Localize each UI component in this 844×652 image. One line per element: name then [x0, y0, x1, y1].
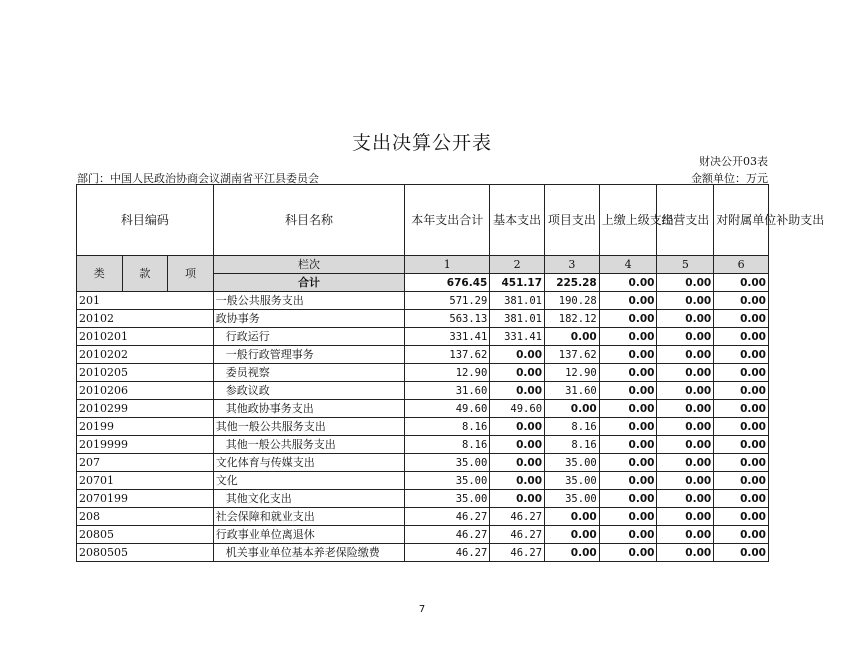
- amount-cell-col-2: 331.41: [490, 328, 545, 346]
- subject-code-cell: 2010202: [77, 346, 214, 364]
- amount-cell-col-6: 0.00: [714, 418, 769, 436]
- total-value-4: 0.00: [599, 274, 657, 292]
- page-number: 7: [418, 604, 426, 615]
- amount-cell-col-5: 0.00: [657, 382, 714, 400]
- amount-cell-col-3: 0.00: [545, 526, 600, 544]
- amount-cell-col-1: 331.41: [405, 328, 490, 346]
- header-row: [77, 185, 769, 256]
- header-xiang: 项: [168, 256, 214, 292]
- header-subject-name: 科目名称: [213, 185, 404, 256]
- header-col-4: 上缴上级支出: [599, 185, 657, 256]
- amount-cell-col-6: 0.00: [714, 436, 769, 454]
- subject-code-cell: 20199: [77, 418, 214, 436]
- subject-name-cell: 其他一般公共服务支出: [213, 418, 404, 436]
- subject-name-cell: 其他一般公共服务支出: [213, 436, 404, 454]
- amount-cell-col-6: 0.00: [714, 526, 769, 544]
- amount-cell-col-6: 0.00: [714, 544, 769, 562]
- amount-cell-col-3: 0.00: [545, 328, 600, 346]
- amount-cell-col-4: 0.00: [599, 526, 657, 544]
- subject-code-cell: 2070199: [77, 490, 214, 508]
- amount-cell-col-3: 8.16: [545, 418, 600, 436]
- subject-name-cell: 其他文化支出: [213, 490, 404, 508]
- amount-cell-col-4: 0.00: [599, 328, 657, 346]
- total-value-6: 0.00: [714, 274, 769, 292]
- amount-cell-col-4: 0.00: [599, 490, 657, 508]
- amount-cell-col-2: 49.60: [490, 400, 545, 418]
- amount-cell-col-1: 8.16: [405, 436, 490, 454]
- total-value-3: 225.28: [545, 274, 600, 292]
- amount-cell-col-2: 0.00: [490, 418, 545, 436]
- amount-cell-col-1: 35.00: [405, 472, 490, 490]
- amount-unit-label: 金额单位：万元: [691, 172, 768, 185]
- amount-cell-col-2: 0.00: [490, 454, 545, 472]
- amount-cell-col-2: 381.01: [490, 292, 545, 310]
- amount-cell-col-2: 0.00: [490, 436, 545, 454]
- amount-cell-col-4: 0.00: [599, 346, 657, 364]
- table-row: [77, 400, 769, 418]
- amount-cell-col-6: 0.00: [714, 328, 769, 346]
- subject-name-cell: 其他政协事务支出: [213, 400, 404, 418]
- amount-cell-col-2: 46.27: [490, 544, 545, 562]
- subject-name-cell: 一般公共服务支出: [213, 292, 404, 310]
- amount-cell-col-2: 0.00: [490, 346, 545, 364]
- col-number-2: 2: [490, 256, 545, 274]
- col-number-4: 4: [599, 256, 657, 274]
- amount-cell-col-1: 137.62: [405, 346, 490, 364]
- amount-cell-col-5: 0.00: [657, 436, 714, 454]
- subject-code-cell: 201: [77, 292, 214, 310]
- header-lanci: 栏次: [213, 256, 404, 274]
- amount-cell-col-1: 31.60: [405, 382, 490, 400]
- amount-cell-col-4: 0.00: [599, 382, 657, 400]
- amount-cell-col-4: 0.00: [599, 436, 657, 454]
- table-row: [77, 310, 769, 328]
- subject-name-cell: 社会保障和就业支出: [213, 508, 404, 526]
- amount-cell-col-3: 35.00: [545, 490, 600, 508]
- amount-cell-col-1: 46.27: [405, 544, 490, 562]
- total-label: 合计: [213, 274, 404, 292]
- total-value-1: 676.45: [405, 274, 490, 292]
- form-number: 财决公开03表: [699, 155, 768, 168]
- amount-cell-col-1: 35.00: [405, 454, 490, 472]
- amount-cell-col-1: 12.90: [405, 364, 490, 382]
- amount-cell-col-3: 8.16: [545, 436, 600, 454]
- column-number-row: [77, 256, 769, 274]
- page-title: 支出决算公开表: [351, 132, 492, 154]
- table-row: [77, 454, 769, 472]
- amount-cell-col-3: 182.12: [545, 310, 600, 328]
- amount-cell-col-1: 8.16: [405, 418, 490, 436]
- amount-cell-col-5: 0.00: [657, 346, 714, 364]
- total-value-2: 451.17: [490, 274, 545, 292]
- header-col-1: 本年支出合计: [405, 185, 490, 256]
- table-row: [77, 508, 769, 526]
- amount-cell-col-6: 0.00: [714, 454, 769, 472]
- table-row: [77, 382, 769, 400]
- amount-cell-col-5: 0.00: [657, 472, 714, 490]
- subject-name-cell: 参政议政: [213, 382, 404, 400]
- subject-name-cell: 行政运行: [213, 328, 404, 346]
- amount-cell-col-1: 46.27: [405, 508, 490, 526]
- amount-cell-col-6: 0.00: [714, 400, 769, 418]
- amount-cell-col-4: 0.00: [599, 544, 657, 562]
- header-lei: 类: [77, 256, 123, 292]
- subject-name-cell: 委员视察: [213, 364, 404, 382]
- header-col-2: 基本支出: [490, 185, 545, 256]
- subject-code-cell: 20102: [77, 310, 214, 328]
- header-subject-code: 科目编码: [77, 185, 214, 256]
- table-row: [77, 418, 769, 436]
- subject-name-cell: 一般行政管理事务: [213, 346, 404, 364]
- amount-cell-col-3: 31.60: [545, 382, 600, 400]
- col-number-3: 3: [545, 256, 600, 274]
- table-row: [77, 292, 769, 310]
- amount-cell-col-2: 0.00: [490, 490, 545, 508]
- amount-cell-col-4: 0.00: [599, 508, 657, 526]
- amount-cell-col-3: 35.00: [545, 454, 600, 472]
- table-row: [77, 472, 769, 490]
- amount-cell-col-4: 0.00: [599, 472, 657, 490]
- amount-cell-col-5: 0.00: [657, 310, 714, 328]
- header-col-3: 项目支出: [545, 185, 600, 256]
- subject-code-cell: 20805: [77, 526, 214, 544]
- amount-cell-col-5: 0.00: [657, 526, 714, 544]
- subject-name-cell: 政协事务: [213, 310, 404, 328]
- amount-cell-col-1: 46.27: [405, 526, 490, 544]
- amount-cell-col-1: 563.13: [405, 310, 490, 328]
- amount-cell-col-5: 0.00: [657, 490, 714, 508]
- table-row: [77, 328, 769, 346]
- amount-cell-col-6: 0.00: [714, 508, 769, 526]
- amount-cell-col-6: 0.00: [714, 310, 769, 328]
- subject-code-cell: 2010205: [77, 364, 214, 382]
- amount-cell-col-3: 0.00: [545, 544, 600, 562]
- table-row: [77, 490, 769, 508]
- amount-cell-col-5: 0.00: [657, 418, 714, 436]
- amount-cell-col-6: 0.00: [714, 292, 769, 310]
- amount-cell-col-2: 381.01: [490, 310, 545, 328]
- header-kuan: 款: [122, 256, 168, 292]
- department-label: 部门：中国人民政治协商会议湖南省平江县委员会: [77, 172, 319, 185]
- subject-name-cell: 文化: [213, 472, 404, 490]
- amount-cell-col-1: 571.29: [405, 292, 490, 310]
- amount-cell-col-3: 137.62: [545, 346, 600, 364]
- amount-cell-col-4: 0.00: [599, 292, 657, 310]
- col-number-1: 1: [405, 256, 490, 274]
- amount-cell-col-3: 0.00: [545, 400, 600, 418]
- amount-cell-col-5: 0.00: [657, 544, 714, 562]
- subject-name-cell: 文化体育与传媒支出: [213, 454, 404, 472]
- table-row: [77, 346, 769, 364]
- amount-cell-col-2: 46.27: [490, 508, 545, 526]
- header-col-6: 对附属单位补助支出: [714, 185, 769, 256]
- amount-cell-col-5: 0.00: [657, 292, 714, 310]
- table-row: [77, 436, 769, 454]
- amount-cell-col-4: 0.00: [599, 418, 657, 436]
- subject-code-cell: 2010201: [77, 328, 214, 346]
- table-row: [77, 544, 769, 562]
- subject-code-cell: 208: [77, 508, 214, 526]
- table-row: [77, 526, 769, 544]
- amount-cell-col-6: 0.00: [714, 364, 769, 382]
- amount-cell-col-6: 0.00: [714, 346, 769, 364]
- amount-cell-col-6: 0.00: [714, 490, 769, 508]
- amount-cell-col-3: 190.28: [545, 292, 600, 310]
- amount-cell-col-2: 0.00: [490, 472, 545, 490]
- table-row: [77, 364, 769, 382]
- expenditure-table: [76, 184, 825, 562]
- amount-cell-col-1: 35.00: [405, 490, 490, 508]
- amount-cell-col-6: 0.00: [714, 382, 769, 400]
- amount-cell-col-5: 0.00: [657, 364, 714, 382]
- amount-cell-col-3: 0.00: [545, 508, 600, 526]
- header-col-5: 经营支出: [657, 185, 714, 256]
- amount-cell-col-2: 0.00: [490, 364, 545, 382]
- subject-name-cell: 行政事业单位离退休: [213, 526, 404, 544]
- amount-cell-col-4: 0.00: [599, 364, 657, 382]
- amount-cell-col-5: 0.00: [657, 400, 714, 418]
- subject-code-cell: 2019999: [77, 436, 214, 454]
- subject-code-cell: 20701: [77, 472, 214, 490]
- amount-cell-col-2: 0.00: [490, 382, 545, 400]
- subject-code-cell: 2010206: [77, 382, 214, 400]
- amount-cell-col-5: 0.00: [657, 328, 714, 346]
- total-value-5: 0.00: [657, 274, 714, 292]
- subject-code-cell: 2080505: [77, 544, 214, 562]
- subject-name-cell: 机关事业单位基本养老保险缴费: [213, 544, 404, 562]
- amount-cell-col-1: 49.60: [405, 400, 490, 418]
- amount-cell-col-4: 0.00: [599, 400, 657, 418]
- amount-cell-col-5: 0.00: [657, 454, 714, 472]
- col-number-6: 6: [714, 256, 769, 274]
- subject-code-cell: 207: [77, 454, 214, 472]
- col-number-5: 5: [657, 256, 714, 274]
- amount-cell-col-3: 35.00: [545, 472, 600, 490]
- amount-cell-col-3: 12.90: [545, 364, 600, 382]
- subject-code-cell: 2010299: [77, 400, 214, 418]
- amount-cell-col-5: 0.00: [657, 508, 714, 526]
- amount-cell-col-4: 0.00: [599, 454, 657, 472]
- amount-cell-col-2: 46.27: [490, 526, 545, 544]
- amount-cell-col-4: 0.00: [599, 310, 657, 328]
- amount-cell-col-6: 0.00: [714, 472, 769, 490]
